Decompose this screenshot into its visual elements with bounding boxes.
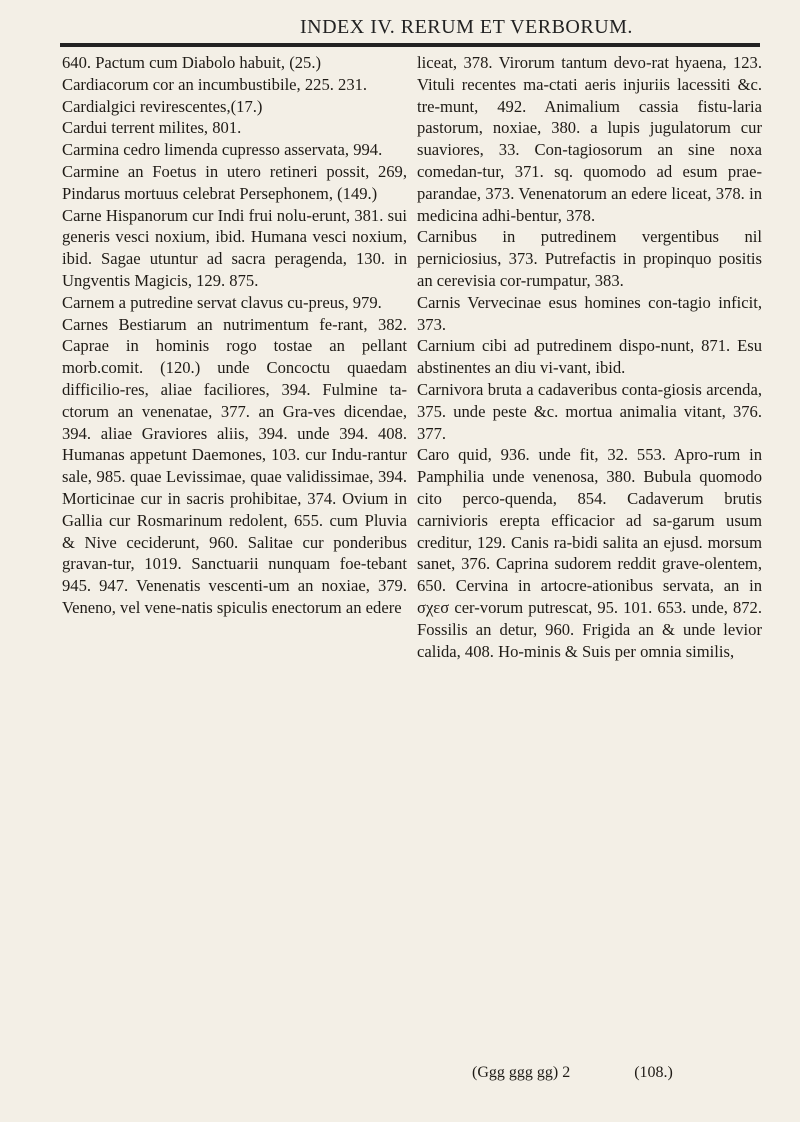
index-entry: Carnis Vervecinae esus homines con-tagio inficit, 373.: [417, 292, 762, 334]
index-entry: Cardialgici revirescentes,(17.): [62, 96, 263, 116]
signature-mark: (Ggg ggg gg) 2: [472, 1064, 571, 1081]
right-column: [417, 52, 762, 1092]
index-entry: Carne Hispanorum cur Indi frui nolu-erunt, 381. sui generis vesci noxium, ibid. Humana vesci noxium, ibid. Sagae utuntur ad sacra peragenda, 130. in Ungventis Magicis, 129. 875.: [62, 205, 407, 290]
index-entry: Carnibus in putredinem vergentibus nil perniciosius, 373. Putrefactis in propinquo positis an cerevisia cor-rumpatur, 383.: [417, 227, 762, 290]
index-entry: 640. Pactum cum Diabolo habuit, (25.): [62, 53, 322, 72]
index-entry: liceat, 378. Virorum tantum devo-rat hyaena, 123. Vituli recentes ma-ctati aeris injuriis lacessiti &c. tre-munt, 492. Animalium cassia fistu-laria pastorum, noxiae, 380. a lupis jugulatorum cur suaviores, 33. Con-tagiosorum an sine noxa comedan-tur, 371. sq. quomodo ad esum prae-parandae, 373. Venenatorum an edere liceat, 378. in medicina adhi-bentur, 378.: [417, 53, 762, 225]
index-entry: Carmina cedro limenda cupresso asservata, 994.: [62, 140, 383, 160]
header-rule: [60, 43, 760, 47]
index-entry: Carnem a putredine servat clavus cu-preus, 979.: [62, 292, 382, 312]
page-footer: [472, 1064, 673, 1082]
index-entry: Caro quid, 936. unde fit, 32. 553. Apro-rum in Pamphilia unde venenosa, 380. Bubula quomodo cito perco-quenda, 854. Cadaverum brutis carnivioris erepta efficacior ad sa-garum usum creditur, 129. Canis ra-bidi salita an ejusd. morsum sanet, 376. Caprina sudorem reddit grave-olentem, 650. Cervina in artocre-ationibus servata, an in σχεσ cer-vorum putrescat, 95. 101. 653. unde, 872. Fossilis an detur, 960. Frigida an & unde levior calida, 408. Ho-minis & Suis per omnia similis,: [417, 445, 762, 661]
index-entry: Cardiacorum cor an incumbustibile, 225. 231.: [62, 74, 368, 94]
index-entry: Carnes Bestiarum an nutrimentum fe-rant, 382. Caprae in hominis rogo tostae an pellant morb.comit. (120.) unde Concoctu quaedam difficilio-res, aliae faciliores, 394. Fulmine ta-ctorum an venenatae, 377. an Gra-ves dicendae, 394. aliae Graviores aliis, 394. unde 394. 408. Humanas appetunt Daemones, 103. cur Indu-rantur sale, 985. quae Levissimae, quae validissimae, 394. Morticinae cur in sacris prohibitae, 374. Ovium in Gallia cur Rosmarinum redolent, 655. cum Pluvia & Nive ceciderunt, 960. Salitae cur ponderibus gravan-tur, 1019. Sanctuarii nunquam foe-tebant 945. 947. Venenatis vescenti-um an noxiae, 379. Veneno, vel vene-natis spiculis enectorum an edere: [62, 314, 407, 617]
index-entry: Carmine an Foetus in utero retineri possit, 269, Pindarus mortuus celebrat Persephonem, (149.): [62, 161, 407, 203]
page-number: (108.): [634, 1064, 673, 1081]
index-columns: [62, 52, 762, 1092]
index-entry: Cardui terrent milites, 801.: [62, 118, 242, 138]
page-header: [300, 16, 633, 39]
page-title: INDEX IV. RERUM ET VERBORUM.: [300, 16, 633, 38]
index-entry: Carnivora bruta a cadaveribus conta-giosis arcenda, 375. unde peste &c. mortua animalia vitant, 376. 377.: [417, 379, 762, 443]
index-entry: Carnium cibi ad putredinem dispo-nunt, 871. Esu abstinentes an diu vi-vant, ibid.: [417, 336, 762, 378]
left-column: [62, 52, 407, 1092]
